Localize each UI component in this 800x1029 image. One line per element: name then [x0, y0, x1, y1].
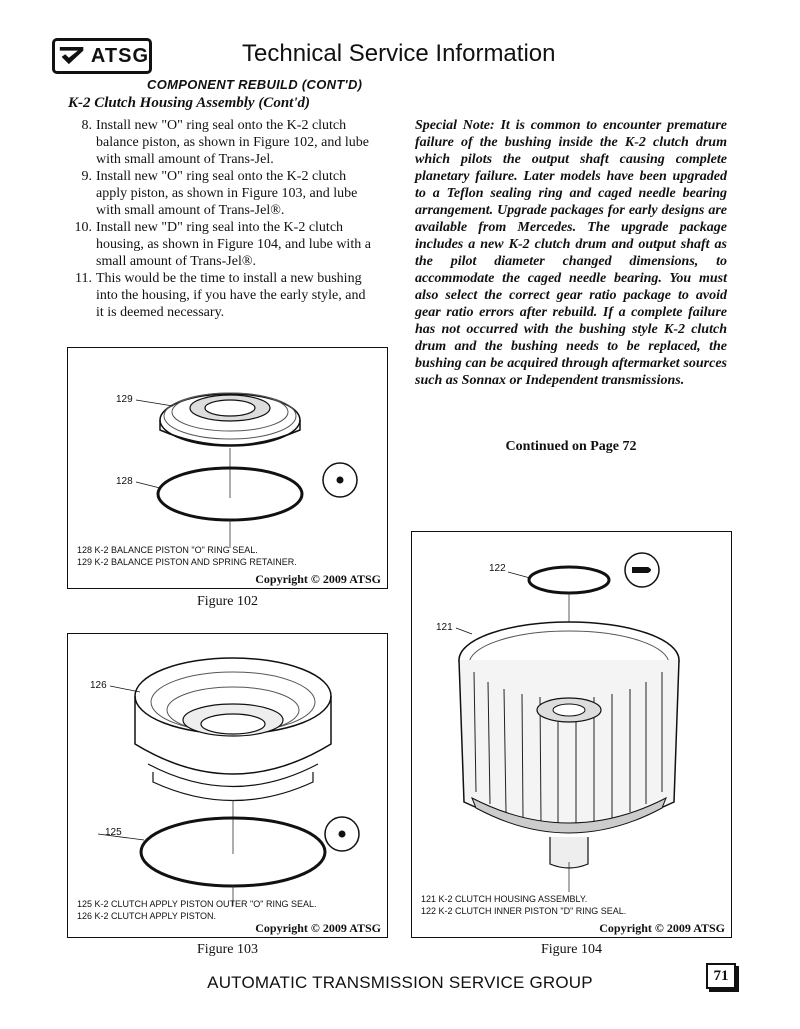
section-heading: COMPONENT REBUILD (CONT'D) — [147, 77, 363, 92]
step-text: This would be the time to install a new bushing into the housing, if you have the early style, and it is deemed necessary. — [96, 271, 366, 320]
step-text: Install new "O" ring seal onto the K-2 clutch balance piston, as shown in Figure 102, and lube with small amount of Trans-Jel. — [96, 118, 369, 167]
figure-104-box — [411, 531, 732, 938]
sub-heading: K-2 Clutch Housing Assembly (Cont'd) — [68, 95, 310, 111]
callout-122: 122 — [489, 563, 506, 574]
figure-104-illustration — [412, 532, 730, 937]
figure-caption: Figure 104 — [540, 942, 603, 957]
steps-list — [72, 117, 372, 321]
copyright: Copyright © 2009 ATSG — [255, 921, 381, 935]
step-number: 8. — [81, 118, 92, 133]
legend-item: 122 K-2 CLUTCH INNER PISTON "D" RING SEAL. — [421, 906, 627, 916]
atsg-logo — [52, 38, 152, 74]
legend-item: 125 K-2 CLUTCH APPLY PISTON OUTER "O" RING SEAL. — [77, 899, 317, 909]
figure-legend — [77, 544, 297, 568]
step-number: 9. — [81, 169, 92, 184]
checkmark-icon — [58, 43, 87, 69]
page-number: 71 — [706, 963, 736, 989]
figure-102-box — [67, 347, 388, 589]
callout-125: 125 — [105, 827, 122, 838]
figure-legend — [77, 898, 316, 922]
figure-caption: Figure 102 — [196, 594, 259, 609]
step-item — [72, 168, 372, 219]
figure-caption: Figure 103 — [196, 942, 259, 957]
step-item — [72, 219, 372, 270]
figure-legend — [421, 893, 626, 917]
legend-item: 121 K-2 CLUTCH HOUSING ASSEMBLY. — [421, 894, 588, 904]
copyright: Copyright © 2009 ATSG — [255, 572, 381, 586]
continued-note: Continued on Page 72 — [505, 439, 637, 454]
copyright: Copyright © 2009 ATSG — [599, 921, 725, 935]
step-text: Install new "D" ring seal into the K-2 clutch housing, as shown in Figure 104, and lube with a small amount of Trans-Jel®. — [96, 220, 371, 269]
legend-item: 128 K-2 BALANCE PISTON "O" RING SEAL. — [77, 545, 258, 555]
callout-128: 128 — [116, 476, 133, 487]
step-item — [72, 270, 372, 321]
callout-126: 126 — [90, 680, 107, 691]
logo-text: ATSG — [90, 44, 149, 67]
legend-item: 126 K-2 CLUTCH APPLY PISTON. — [77, 911, 217, 921]
legend-item: 129 K-2 BALANCE PISTON AND SPRING RETAINER. — [77, 557, 297, 567]
callout-121: 121 — [436, 622, 453, 633]
footer-text: AUTOMATIC TRANSMISSION SERVICE GROUP — [207, 973, 593, 992]
step-number: 11. — [75, 271, 92, 286]
figure-103-box — [67, 633, 388, 938]
callout-129: 129 — [116, 394, 133, 405]
step-item — [72, 117, 372, 168]
page-header-title: Technical Service Information — [242, 40, 556, 67]
figure-103-illustration — [68, 634, 386, 937]
step-number: 10. — [74, 220, 92, 235]
special-note: Special Note: It is common to encounter premature failure of the bushing inside the K-2 clutch drum which pilots the output shaft causing complete planetary failure. Later models have been upgraded to a Teflon sealing ring and caged needle bearing arrangement. Upgrade packages for early designs are available from Mercedes. The upgrade package includes a new K-2 clutch drum and output shaft as the pilot diameter changed dimensions, to accommodate the caged needle bearing. You must also select the correct gear ratio package to avoid gear ratio errors after rebuild. If a complete failure has not occurred with the bushing style K-2 clutch drum and the bushing needs to be replaced, the bushing can be acquired through aftermarket sources such as Sonnax or Independent transmissions. — [415, 118, 727, 388]
step-text: Install new "O" ring seal onto the K-2 clutch apply piston, as shown in Figure 103, and lube with small amount of Trans-Jel®. — [96, 169, 358, 218]
